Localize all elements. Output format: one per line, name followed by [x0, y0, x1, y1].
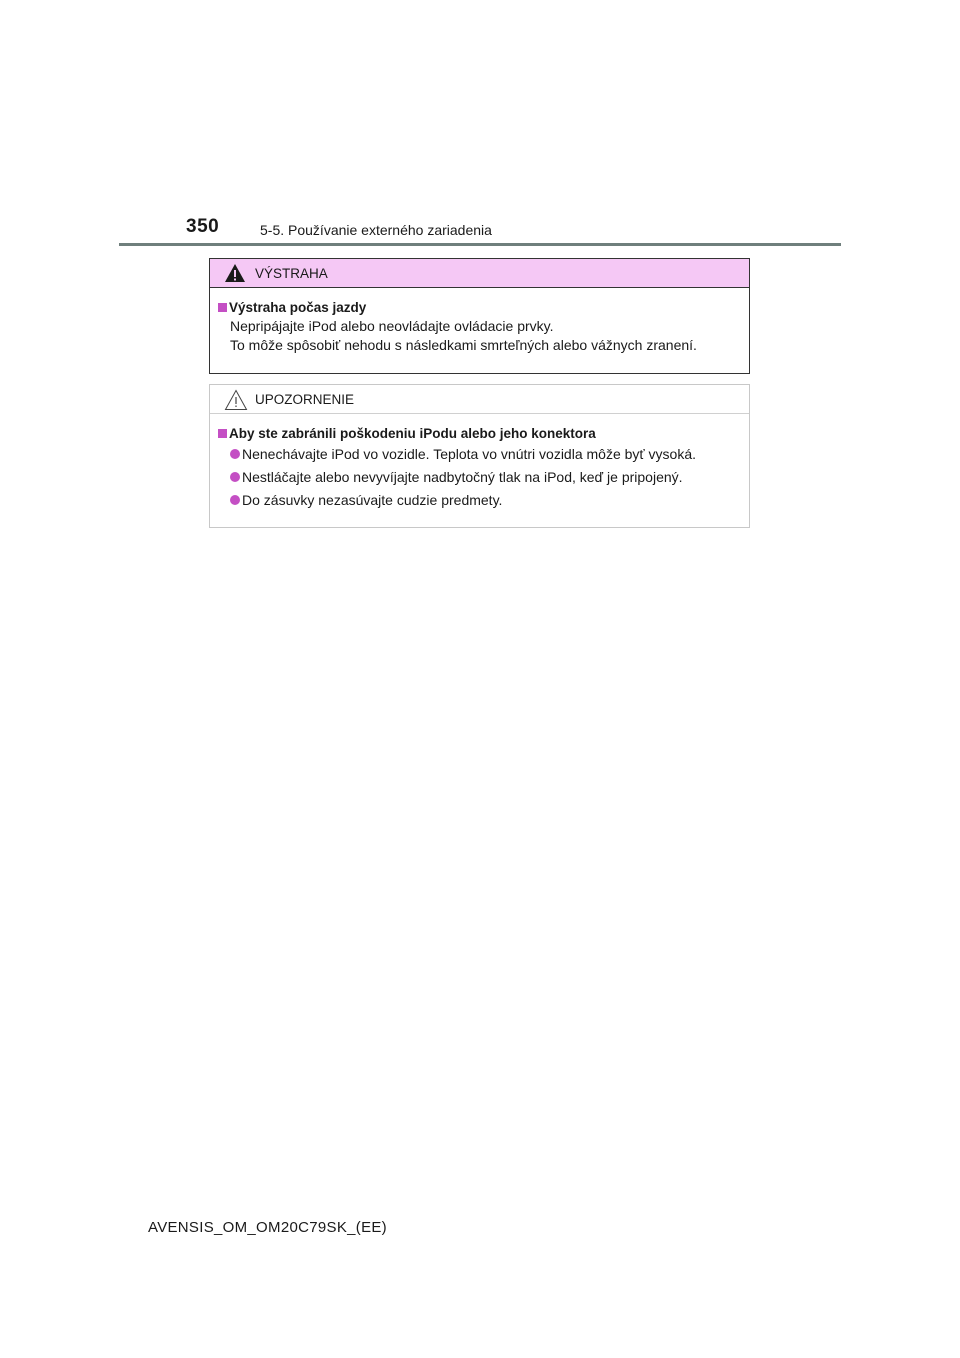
- caution-triangle-icon: [224, 389, 248, 411]
- warning-heading-text: Výstraha počas jazdy: [229, 300, 367, 315]
- caution-bullet-list: [218, 445, 741, 510]
- warning-box-header: [210, 259, 749, 288]
- list-item-text: Nenechávajte iPod vo vozidle. Teplota vo vnútri vozidla môže byť vysoká.: [242, 446, 697, 462]
- list-item-text: Nestláčajte alebo nevyvíjajte nadbytočný tlak na iPod, keď je pripojený.: [242, 469, 683, 485]
- caution-label: UPOZORNENIE: [255, 392, 355, 407]
- page-number: 350: [186, 216, 220, 237]
- warning-line: Nepripájajte iPod alebo neovládajte ovládacie prvky.: [230, 318, 554, 334]
- warning-label: VÝSTRAHA: [255, 266, 328, 281]
- warning-box-body: [210, 288, 749, 355]
- warning-line: To môže spôsobiť nehodu s následkami smrteľných alebo vážnych zranení.: [230, 337, 697, 353]
- warning-heading: [218, 299, 741, 317]
- list-item: [218, 468, 741, 487]
- warning-box: [209, 258, 750, 374]
- square-bullet-icon: [218, 429, 227, 438]
- circle-bullet-icon: [230, 449, 240, 459]
- caution-box-body: [210, 414, 749, 510]
- list-item-text: Do zásuvky nezasúvajte cudzie predmety.: [242, 492, 503, 508]
- section-title: 5-5. Používanie externého zariadenia: [260, 222, 492, 238]
- square-bullet-icon: [218, 303, 227, 312]
- header-rule: [119, 243, 841, 246]
- footer-document-code: AVENSIS_OM_OM20C79SK_(EE): [148, 1219, 387, 1236]
- list-item: [218, 445, 741, 464]
- caution-box-header: [210, 385, 749, 414]
- circle-bullet-icon: [230, 495, 240, 505]
- caution-box: [209, 384, 750, 528]
- circle-bullet-icon: [230, 472, 240, 482]
- caution-heading: [218, 425, 741, 443]
- list-item: [218, 491, 741, 510]
- caution-heading-text: Aby ste zabránili poškodeniu iPodu alebo jeho konektora: [229, 426, 596, 441]
- warning-triangle-icon: [224, 263, 246, 283]
